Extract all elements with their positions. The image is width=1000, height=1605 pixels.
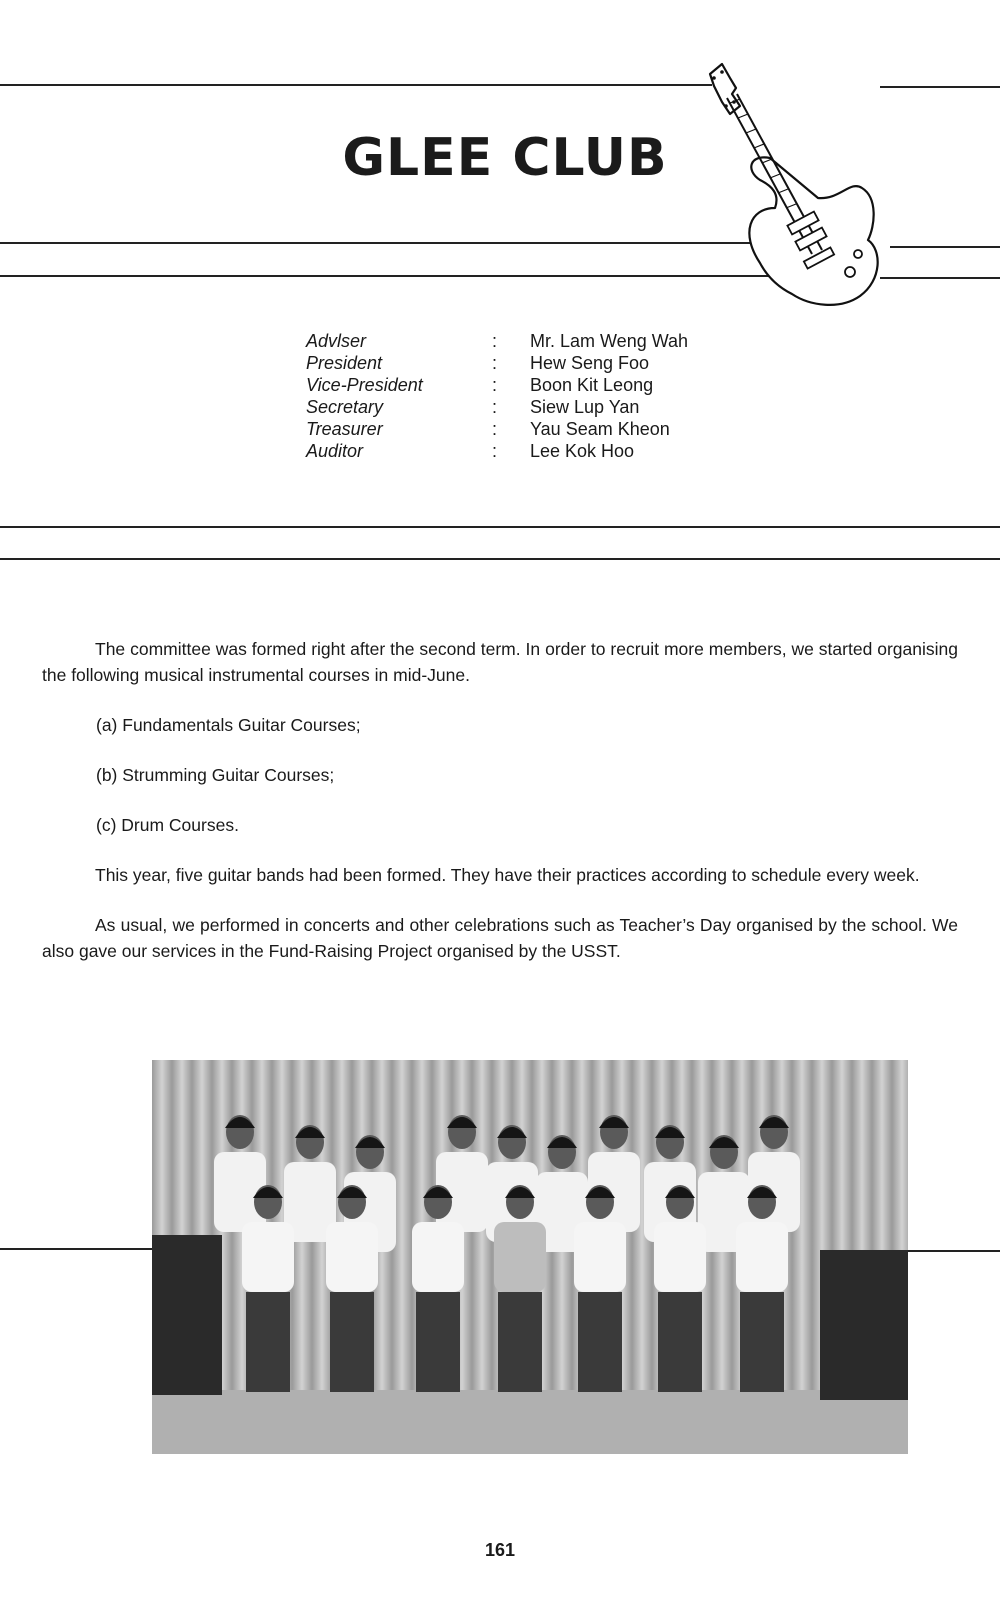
electric-guitar-icon bbox=[700, 58, 900, 318]
officer-role: President bbox=[306, 353, 383, 373]
course-item: (b) Strumming Guitar Courses; bbox=[96, 765, 335, 785]
page-title: GLEE CLUB bbox=[342, 128, 668, 188]
officer-role: Auditor bbox=[306, 441, 364, 461]
photo-rule-left bbox=[0, 1248, 152, 1250]
header-rule-mid-right bbox=[890, 246, 1000, 248]
officer-name: Boon Kit Leong bbox=[530, 375, 654, 395]
section-rule-1 bbox=[0, 526, 1000, 528]
photo-rule-right bbox=[908, 1250, 1000, 1252]
officer-name: Lee Kok Hoo bbox=[530, 441, 635, 461]
page-number: 161 bbox=[484, 1540, 516, 1560]
bands-paragraph: This year, five guitar bands had been formed. They have their practices according to schedule every week. bbox=[95, 865, 920, 885]
officer-colon: : bbox=[492, 331, 498, 351]
section-rule-2 bbox=[0, 558, 1000, 560]
officer-colon: : bbox=[492, 353, 498, 373]
report-body bbox=[42, 636, 958, 988]
header-rule-bottom bbox=[0, 275, 790, 277]
officer-name: Yau Seam Kheon bbox=[530, 419, 670, 439]
course-item: (c) Drum Courses. bbox=[96, 815, 239, 835]
officer-name: Siew Lup Yan bbox=[530, 397, 640, 417]
intro-paragraph: The committee was formed right after the second term. In order to recruit more members, we started organising the following musical instrumental courses in mid-June. bbox=[42, 639, 958, 685]
header-rule-mid bbox=[0, 242, 780, 244]
events-paragraph: As usual, we performed in concerts and other celebrations such as Teacher’s Day organised by the school. We also gave our services in the Fund-Raising Project organised by the USST. bbox=[42, 915, 958, 961]
group-photo-illustration bbox=[152, 1060, 908, 1454]
header-rule-top bbox=[0, 84, 712, 86]
officer-colon: : bbox=[492, 397, 498, 417]
officer-role: Advlser bbox=[306, 331, 367, 351]
officer-role: Vice-President bbox=[306, 375, 423, 395]
officer-name: Hew Seng Foo bbox=[530, 353, 650, 373]
group-photo bbox=[152, 1060, 908, 1454]
officer-role: Secretary bbox=[306, 397, 384, 417]
officer-colon: : bbox=[492, 441, 498, 461]
officer-colon: : bbox=[492, 419, 498, 439]
course-item: (a) Fundamentals Guitar Courses; bbox=[96, 715, 361, 735]
officer-name: Mr. Lam Weng Wah bbox=[530, 331, 689, 351]
officer-colon: : bbox=[492, 375, 498, 395]
officer-role: Treasurer bbox=[306, 419, 383, 439]
